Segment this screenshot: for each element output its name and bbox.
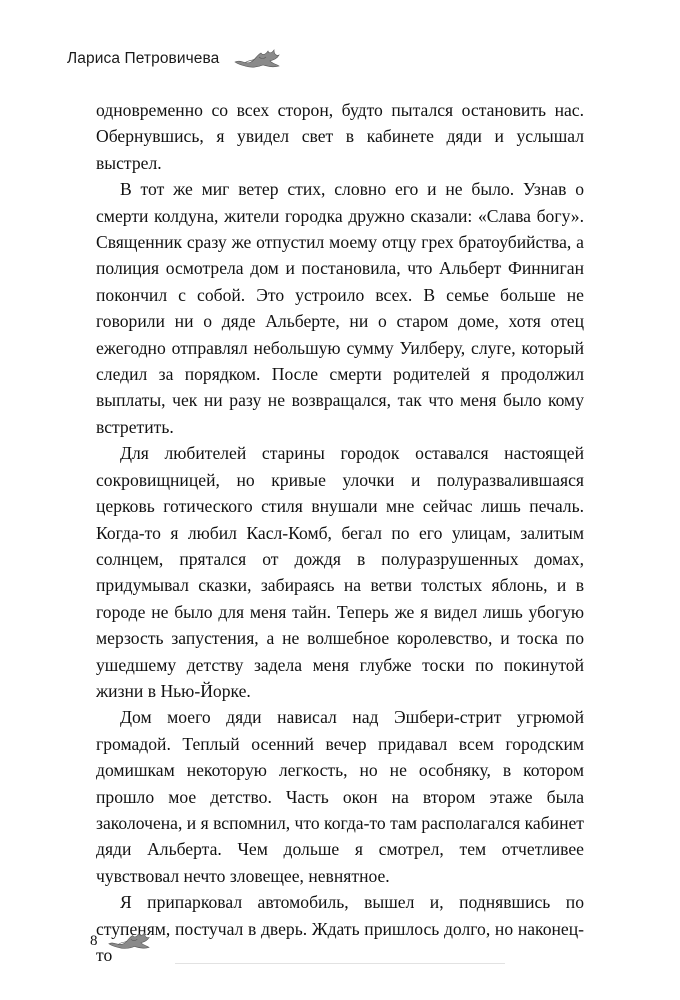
running-header <box>67 44 281 74</box>
dragon-ornament-icon <box>106 930 152 952</box>
dragon-ornament-icon <box>233 47 281 71</box>
page-number: 8 <box>90 932 98 949</box>
paragraph: Для любителей старины городок оставался настоящей сокровищницей, но кривые улочки и полуразвалившаяся церковь готического стиля внушали мне сейчас лишь печаль. Когда-то я любил Касл-Комб, бегал по его улицам, залитым солнцем, прятался от дождя в полуразрушенных домах, придумывал сказки, забираясь на ветви толстых яблонь, и в городе не было для меня тайн. Теперь же я видел лишь убогую мерзость запустения, а не волшебное королевство, и тоска по ушедшему детству задела меня глубже тоски по покинутой жизни в Нью-Йорке. <box>96 443 584 701</box>
paragraph: одновременно со всех сторон, будто пытался остановить нас. Обернувшись, я увидел свет в кабинете дяди и услышал выстрел. <box>96 100 584 173</box>
paragraph: Дом моего дяди нависал над Эшбери-стрит угрюмой громадой. Теплый осенний вечер придавал всем городским домишкам некоторую легкость, но не особняку, в котором прошло мое детство. Часть окон на втором этаже была заколочена, и я вспомнил, что когда-то там располагался кабинет дяди Альберта. Чем дольше я смотрел, тем отчетливее чувствовал нечто зловещее, невнятное. <box>96 707 584 886</box>
author-name: Лариса Петровичева <box>67 50 220 67</box>
running-footer <box>90 928 152 954</box>
paragraph: В тот же миг ветер стих, словно его и не было. Узнав о смерти колдуна, жители городка дружно сказали: «Слава богу». Священник сразу же отпустил моему отцу грех братоубийства, а полиция осмотрела дом и постановила, что Альберт Финниган покончил с собой. Это устроило всех. В семье больше не говорили ни о дяде Альберте, ни о старом доме, хотя отец ежегодно отправлял небольшую сумму Уилберу, слуге, который следил за порядком. После смерти родителей я продолжил выплаты, чек ни разу не возвращался, так что меня было кому встретить. <box>96 179 584 437</box>
page-body-text <box>96 97 584 968</box>
page-edge-divider <box>175 963 505 964</box>
paragraph: Я припарковал автомобиль, вышел и, поднявшись по ступеням, постучал в дверь. Ждать пришлось долго, но наконец-то <box>96 892 584 965</box>
